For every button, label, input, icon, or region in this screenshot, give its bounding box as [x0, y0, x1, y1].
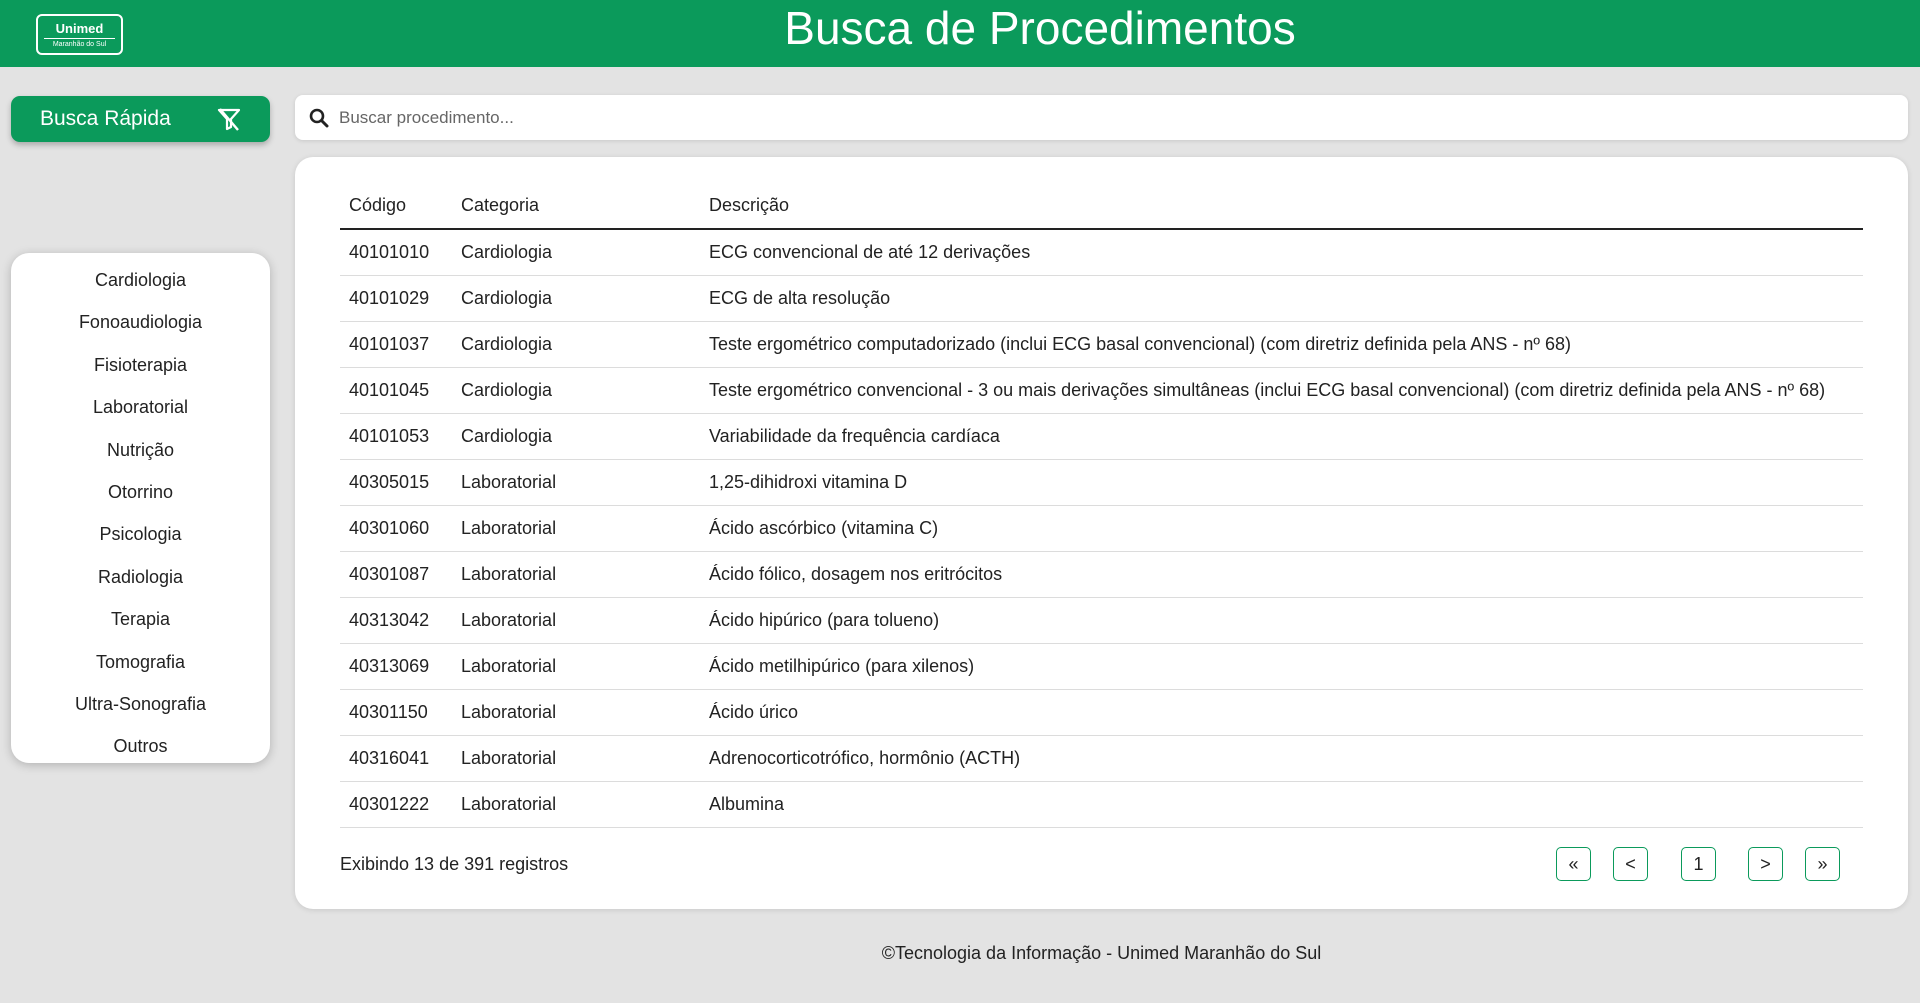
column-header-category[interactable]: Categoria [452, 183, 700, 229]
table-row[interactable] [340, 275, 1863, 321]
cell-description: Adrenocorticotrófico, hormônio (ACTH) [700, 735, 1863, 781]
category-item-radiologia[interactable]: Radiologia [97, 566, 184, 587]
cell-description: Ácido hipúrico (para tolueno) [700, 597, 1863, 643]
cell-description: ECG de alta resolução [700, 275, 1863, 321]
category-item-outros[interactable]: Outros [113, 736, 168, 757]
cell-code: 40301087 [340, 551, 452, 597]
category-item-nutricao[interactable]: Nutrição [106, 439, 175, 460]
table-row[interactable] [340, 505, 1863, 551]
logo-brand: Unimed [55, 21, 104, 36]
category-item-tomografia[interactable]: Tomografia [95, 651, 186, 672]
table-row[interactable] [340, 367, 1863, 413]
cell-description: Ácido úrico [700, 689, 1863, 735]
table-row[interactable] [340, 321, 1863, 367]
top-bar [0, 0, 1920, 67]
cell-description: Teste ergométrico computadorizado (inclui ECG basal convencional) (com diretriz definida pela ANS - nº 68) [700, 321, 1863, 367]
quick-search-label: Busca Rápida [40, 107, 171, 130]
page-1-button[interactable]: 1 [1681, 847, 1716, 881]
cell-code: 40101029 [340, 275, 452, 321]
table-row[interactable] [340, 459, 1863, 505]
cell-category: Laboratorial [452, 597, 700, 643]
table-row[interactable] [340, 413, 1863, 459]
table-row[interactable] [340, 643, 1863, 689]
cell-code: 40313042 [340, 597, 452, 643]
pagination [1556, 847, 1840, 881]
table-row[interactable] [340, 689, 1863, 735]
logo-subtitle: Maranhão do Sul [44, 38, 115, 49]
prev-page-button[interactable]: < [1613, 847, 1648, 881]
cell-code: 40301150 [340, 689, 452, 735]
table-row[interactable] [340, 781, 1863, 827]
cell-category: Laboratorial [452, 505, 700, 551]
cell-code: 40101045 [340, 367, 452, 413]
cell-category: Cardiologia [452, 321, 700, 367]
results-card [295, 157, 1908, 909]
column-header-description[interactable]: Descrição [700, 183, 1863, 229]
cell-code: 40101010 [340, 229, 452, 275]
next-page-button[interactable]: > [1748, 847, 1783, 881]
procedures-table [340, 183, 1863, 828]
cell-description: ECG convencional de até 12 derivações [700, 229, 1863, 275]
cell-code: 40305015 [340, 459, 452, 505]
cell-description: Teste ergométrico convencional - 3 ou mais derivações simultâneas (inclui ECG basal convencional) (com diretriz definida pela ANS - nº 68) [700, 367, 1863, 413]
cell-description: 1,25-dihidroxi vitamina D [700, 459, 1863, 505]
cell-description: Albumina [700, 781, 1863, 827]
table-row[interactable] [340, 597, 1863, 643]
cell-code: 40301222 [340, 781, 452, 827]
table-row[interactable] [340, 735, 1863, 781]
search-icon [309, 108, 329, 128]
category-item-otorrino[interactable]: Otorrino [107, 481, 174, 502]
cell-code: 40313069 [340, 643, 452, 689]
filter-off-icon [216, 107, 242, 131]
cell-category: Cardiologia [452, 229, 700, 275]
cell-category: Laboratorial [452, 781, 700, 827]
category-item-cardiologia[interactable]: Cardiologia [94, 270, 187, 290]
cell-category: Cardiologia [452, 367, 700, 413]
cell-description: Variabilidade da frequência cardíaca [700, 413, 1863, 459]
cell-code: 40101053 [340, 413, 452, 459]
page-title: Busca de Procedimentos [784, 2, 1296, 54]
cell-category: Laboratorial [452, 689, 700, 735]
cell-category: Laboratorial [452, 643, 700, 689]
category-item-ultra-sonografia[interactable]: Ultra-Sonografia [74, 693, 207, 714]
footer-copyright: ©Tecnologia da Informação - Unimed Maranhão do Sul [881, 943, 1322, 963]
cell-description: Ácido fólico, dosagem nos eritrócitos [700, 551, 1863, 597]
table-header-row [340, 183, 1863, 229]
cell-description: Ácido ascórbico (vitamina C) [700, 505, 1863, 551]
cell-code: 40101037 [340, 321, 452, 367]
last-page-button[interactable]: » [1805, 847, 1840, 881]
cell-category: Cardiologia [452, 275, 700, 321]
first-page-button[interactable]: « [1556, 847, 1591, 881]
search-input[interactable] [339, 95, 1879, 140]
cell-description: Ácido metilhipúrico (para xilenos) [700, 643, 1863, 689]
category-item-fisioterapia[interactable]: Fisioterapia [93, 354, 188, 375]
cell-category: Laboratorial [452, 551, 700, 597]
category-menu [11, 253, 270, 763]
column-header-code[interactable]: Código [340, 183, 452, 229]
cell-category: Cardiologia [452, 413, 700, 459]
quick-search-button[interactable] [11, 96, 270, 142]
cell-category: Laboratorial [452, 735, 700, 781]
records-count: Exibindo 13 de 391 registros [340, 854, 569, 874]
cell-code: 40316041 [340, 735, 452, 781]
category-item-psicologia[interactable]: Psicologia [99, 524, 182, 545]
cell-category: Laboratorial [452, 459, 700, 505]
cell-code: 40301060 [340, 505, 452, 551]
category-item-fonoaudiologia[interactable]: Fonoaudiologia [78, 312, 203, 333]
table-row[interactable] [340, 229, 1863, 275]
table-row[interactable] [340, 551, 1863, 597]
category-item-terapia[interactable]: Terapia [110, 609, 171, 630]
category-item-laboratorial[interactable]: Laboratorial [92, 397, 189, 418]
search-bar [295, 95, 1908, 140]
